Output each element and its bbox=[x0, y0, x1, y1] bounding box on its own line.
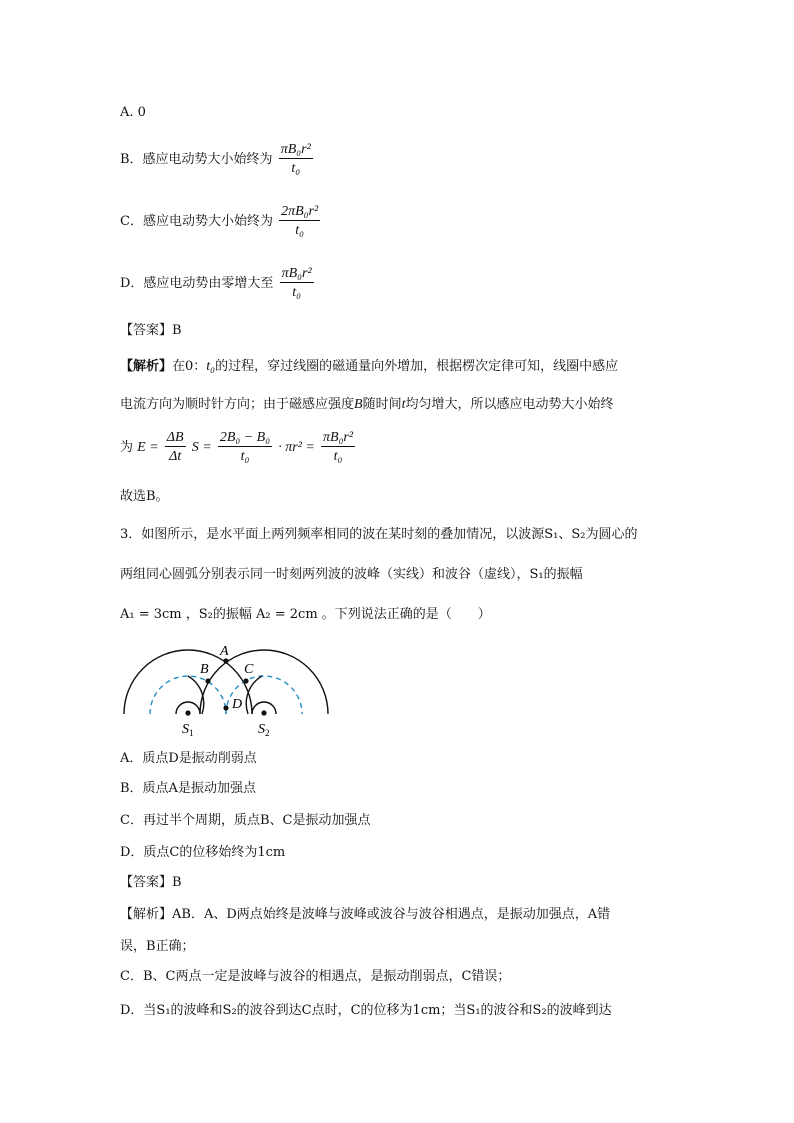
analysis-2-line-2 bbox=[120, 396, 614, 414]
option-b-text: B．感应电动势大小始终为 bbox=[120, 152, 273, 167]
label-B: B bbox=[200, 662, 209, 677]
point-D bbox=[223, 705, 228, 710]
label-C: C bbox=[244, 662, 254, 677]
formula-numerator: πB₀r² bbox=[281, 266, 312, 281]
option-d bbox=[120, 266, 316, 301]
q3-option-d: D．质点C的位移始终为1cm bbox=[120, 845, 286, 860]
analysis-text: 均匀增大，所以感应电动势大小始终 bbox=[405, 397, 614, 412]
option-c-text: C．感应电动势大小始终为 bbox=[120, 214, 273, 229]
analysis-text: 的过程，穿过线圈的磁通量向外增加，根据楞次定律可知，线圈中感应 bbox=[215, 359, 619, 374]
formula-denominator: t₀ bbox=[292, 285, 301, 300]
symbol-t0: t₀ bbox=[206, 359, 216, 374]
question-3-line-1: 3．如图所示，是水平面上两列频率相同的波在某时刻的叠加情况，以波源S₁、S₂为圆心的 bbox=[120, 527, 638, 542]
formula-fraction-3 bbox=[321, 430, 355, 465]
answer-2: 【答案】B bbox=[120, 323, 182, 338]
analysis-text: 为 bbox=[120, 440, 134, 455]
formula-area: · πr² = bbox=[278, 440, 315, 455]
formula-fraction-2 bbox=[218, 430, 272, 465]
formula-E: E = bbox=[137, 440, 159, 455]
analysis-3-line-2: 误，B正确； bbox=[120, 939, 195, 954]
formula-denominator: t₀ bbox=[240, 449, 250, 464]
formula-numerator: πB₀r² bbox=[323, 430, 354, 445]
option-c bbox=[120, 204, 322, 239]
formula-numerator: 2B₀ − B₀ bbox=[219, 430, 271, 445]
analysis-3-line-1: 【解析】AB．A、D两点始终是波峰与波峰或波谷与波谷相遇点，是振动加强点，A错 bbox=[120, 907, 611, 922]
option-b-formula bbox=[279, 142, 313, 177]
label-S1: $S_1$ bbox=[182, 722, 194, 738]
symbol-t: t bbox=[401, 397, 406, 412]
formula-numerator: πB₀r² bbox=[280, 142, 311, 157]
crest-arc-s2-outer bbox=[200, 650, 328, 714]
formula-S: S = bbox=[191, 440, 212, 455]
question-3-line-3: A₁ = 3cm ，S₂的振幅 A₂ = 2cm 。下列说法正确的是（ ） bbox=[120, 607, 491, 622]
formula-numerator: ΔB bbox=[166, 430, 184, 445]
analysis-label: 【解析】 bbox=[120, 359, 173, 374]
analysis-text: 在0： bbox=[172, 359, 207, 374]
symbol-B: B bbox=[354, 397, 363, 412]
analysis-2-formula-line bbox=[120, 430, 357, 465]
q3-option-a: A．质点D是振动削弱点 bbox=[120, 751, 257, 766]
analysis-2-line-1 bbox=[120, 358, 618, 376]
option-d-formula bbox=[280, 266, 314, 301]
formula-denominator: t₀ bbox=[291, 161, 301, 176]
formula-fraction-1 bbox=[165, 430, 186, 465]
source-S1 bbox=[185, 710, 190, 715]
label-A: A bbox=[220, 644, 229, 659]
trough-arc-s1 bbox=[150, 676, 226, 714]
point-A bbox=[223, 658, 228, 663]
option-b bbox=[120, 142, 315, 177]
q3-option-b: B．质点A是振动加强点 bbox=[120, 781, 256, 796]
analysis-3-line-3: C．B、C两点一定是波峰与波谷的相遇点，是振动削弱点，C错误； bbox=[120, 969, 511, 984]
formula-numerator: 2πB₀r² bbox=[281, 204, 319, 219]
point-C bbox=[243, 678, 248, 683]
crest-arc-s1-mid bbox=[188, 676, 204, 714]
analysis-3-line-4: D．当S₁的波峰和S₂的波谷到达C点时，C的位移为1cm；当S₁的波谷和S₂的波峰到达 bbox=[120, 1003, 612, 1018]
analysis-text: 随时间 bbox=[362, 397, 402, 412]
analysis-text: 电流方向为顺时针方向；由于磁感应强度 bbox=[120, 397, 355, 412]
answer-3: 【答案】B bbox=[120, 875, 182, 890]
point-B bbox=[205, 678, 210, 683]
label-S2: $S_2$ bbox=[258, 722, 270, 738]
conclusion-2: 故选B。 bbox=[120, 489, 169, 504]
option-c-formula bbox=[279, 204, 320, 239]
source-S2 bbox=[261, 710, 266, 715]
q3-option-c: C．再过半个周期，质点B、C是振动加强点 bbox=[120, 813, 371, 828]
wave-interference-figure bbox=[118, 640, 338, 740]
option-a: A. 0 bbox=[120, 105, 146, 120]
option-d-text: D．感应电动势由零增大至 bbox=[120, 276, 274, 291]
formula-denominator: t₀ bbox=[333, 449, 343, 464]
formula-denominator: Δt bbox=[169, 449, 182, 464]
label-D: D bbox=[232, 697, 243, 712]
formula-denominator: t₀ bbox=[295, 223, 305, 238]
question-3-line-2: 两组同心圆弧分别表示同一时刻两列波的波峰（实线）和波谷（虚线），S₁的振幅 bbox=[120, 567, 583, 582]
